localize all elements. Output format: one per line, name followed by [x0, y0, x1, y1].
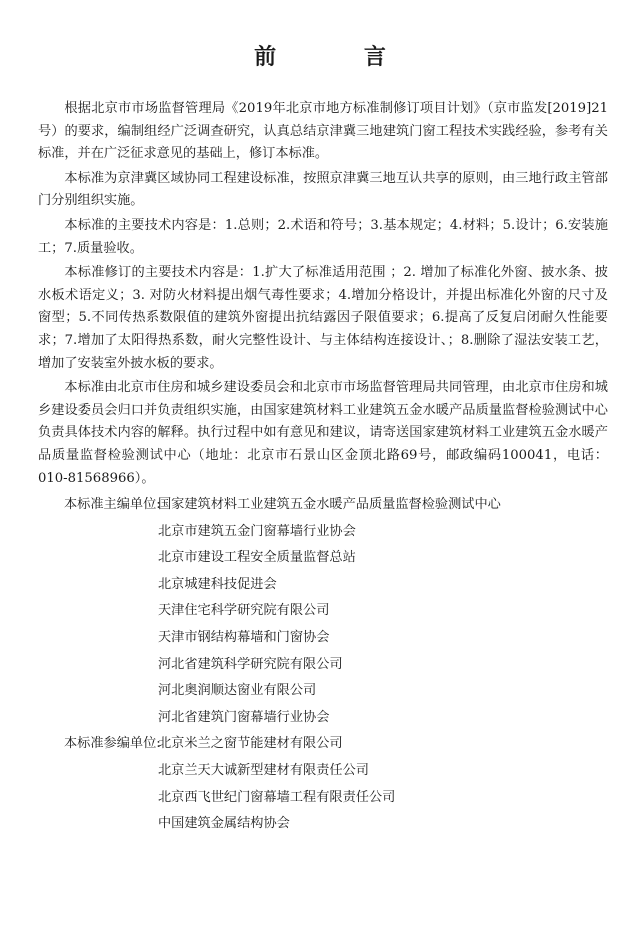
- unit-row: [38, 545, 608, 572]
- unit-row: [38, 678, 608, 705]
- unit-name: 国家建筑材料工业建筑五金水暖产品质量监督检验测试中心: [158, 497, 501, 513]
- participating-units-label: 本标准参编单位:: [64, 736, 161, 752]
- page-title: 前 言: [254, 44, 426, 70]
- units-list: [38, 492, 608, 838]
- paragraph-basis: 根据北京市市场监督管理局《2019年北京市地方标准制修订项目计划》（京市监发[2019]21号）的要求，编制组经广泛调查研究，认真总结京津冀三地建筑门窗工程技术实践经验，参考有关标准，并在广泛征求意见的基础上，修订本标准。: [38, 101, 608, 162]
- unit-name: 北京城建科技促进会: [158, 576, 277, 592]
- unit-name: 天津住宅科学研究院有限公司: [158, 603, 330, 619]
- paragraph-scope: 本标准为京津冀区域协同工程建设标准，按照京津冀三地互认共享的原则，由三地行政主管部门分别组织实施。: [38, 170, 608, 209]
- unit-row: [38, 705, 608, 732]
- unit-name: 天津市钢结构幕墙和门窗协会: [158, 630, 330, 646]
- unit-row: [38, 625, 608, 652]
- unit-name: 北京米兰之窗节能建材有限公司: [158, 736, 343, 752]
- unit-name: 河北奥润顺达窗业有限公司: [158, 683, 317, 699]
- unit-name: 北京市建设工程安全质量监督总站: [158, 550, 356, 566]
- unit-row: [38, 492, 608, 519]
- unit-row: [38, 519, 608, 546]
- unit-row: [38, 572, 608, 599]
- preface-body: [38, 98, 608, 838]
- unit-name: 北京西飞世纪门窗幕墙工程有限责任公司: [158, 789, 396, 805]
- unit-row: [38, 811, 608, 838]
- unit-name: 北京兰天大诚新型建材有限责任公司: [158, 763, 369, 779]
- unit-name: 北京市建筑五金门窗幕墙行业协会: [158, 523, 356, 539]
- unit-row: [38, 652, 608, 679]
- chief-units-label: 本标准主编单位:: [64, 497, 161, 513]
- paragraph-revisions: 本标准修订的主要技术内容是：1.扩大了标准适用范围 ；2. 增加了标准化外窗、披水条、披水板术语定义；3. 对防火材料提出烟气毒性要求；4.增加分格设计，并提出标准化外窗的尺寸及窗型；5.不同传热系数限值的建筑外窗提出抗结露因子限值要求；6.提高了反复启闭耐久性能要求；7.增加了太阳得热系数，耐火完整性设计、与主体结构连接设计、；8.删除了湿法安装工艺，增加了安装室外披水板的要求。: [38, 265, 608, 371]
- unit-row: [38, 758, 608, 785]
- unit-name: 河北省建筑门窗幕墙行业协会: [158, 709, 330, 725]
- unit-row: [38, 598, 608, 625]
- unit-name: 中国建筑金属结构协会: [158, 816, 290, 832]
- unit-row: [38, 785, 608, 812]
- paragraph-main-content: 本标准的主要技术内容是：1.总则；2.术语和符号；3.基本规定；4.材料；5.设计；6.安装施工；7.质量验收。: [38, 217, 608, 256]
- paragraph-management: 本标准由北京市住房和城乡建设委员会和北京市市场监督管理局共同管理，由北京市住房和城乡建设委员会归口并负责组织实施，由国家建筑材料工业建筑五金水暖产品质量监督检验测试中心负责具体技术内容的解释。执行过程中如有意见和建议，请寄送国家建筑材料工业建筑五金水暖产品质量监督检验测试中心（地址：北京市石景山区金顶北路69号，邮政编码100041，电话：010-81568966）。: [38, 380, 608, 486]
- unit-row: [38, 731, 608, 758]
- unit-name: 河北省建筑科学研究院有限公司: [158, 656, 343, 672]
